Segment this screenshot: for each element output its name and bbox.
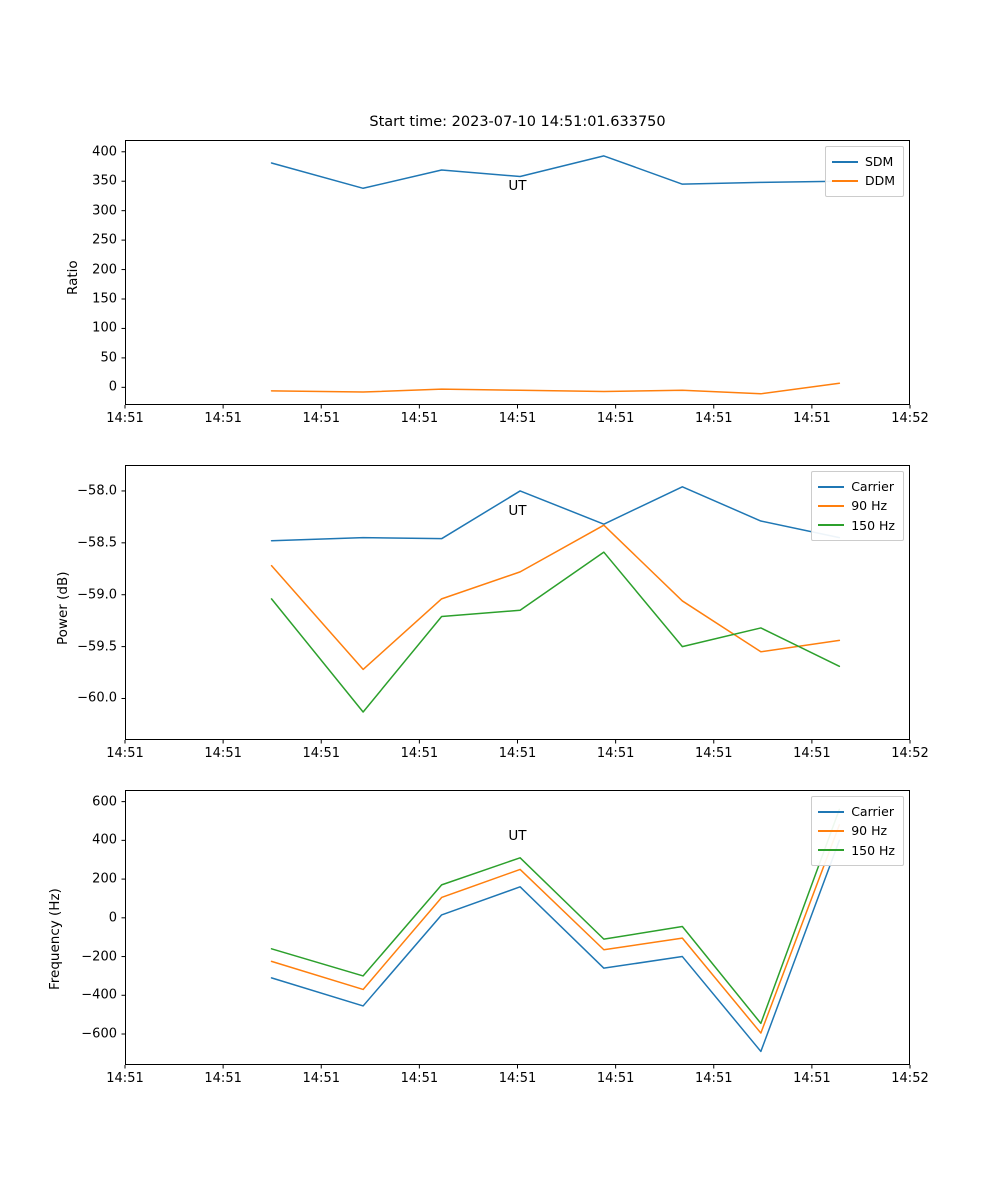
legend-color-swatch [818,811,844,813]
series-line [272,552,840,712]
y-tick-label: 0 [108,910,117,926]
x-tick-label: 14:51 [400,746,439,761]
x-tick-label: 14:51 [498,411,537,426]
x-axis-label-ratio: UT [508,178,527,194]
y-tick-label: 100 [92,320,117,336]
legend-entry [818,802,895,821]
x-axis-label-power: UT [508,503,527,519]
y-tick-label: 600 [92,794,117,810]
x-tick-label: 14:51 [498,746,537,761]
y-axis-label-power: Power (dB) [55,571,71,645]
x-tick-label: 14:51 [695,746,733,761]
x-tick-label: 14:51 [596,746,635,761]
y-tick-label: −60.0 [77,690,117,706]
y-tick-label: −59.5 [77,639,117,655]
legend-label: 150 Hz [851,517,895,533]
y-tick-label: 50 [100,350,117,366]
legend-label: SDM [864,154,894,169]
y-tick-label: 150 [92,291,117,307]
y-tick-label: 0 [108,379,117,395]
x-tick-label: 14:52 [891,746,929,761]
series-line [272,525,840,669]
y-tick-label: −58.0 [77,483,117,499]
legend-label: 90 Hz [851,823,888,839]
y-tick-label: 200 [92,262,117,278]
x-tick-label: 14:51 [204,411,242,426]
x-tick-label: 14:51 [793,1071,831,1086]
x-tick-label: 14:51 [302,411,340,426]
x-tick-label: 14:51 [400,1071,439,1086]
x-tick-label: 14:51 [106,1071,144,1086]
y-tick-label: 350 [92,173,117,189]
x-tick-label: 14:51 [695,1071,733,1086]
legend-label: Carrier [851,479,894,494]
y-tick-label: 300 [92,203,117,219]
legend-color-swatch [818,849,844,851]
x-tick-label: 14:51 [204,746,242,761]
y-axis-label-frequency: Frequency (Hz) [47,888,63,990]
y-tick-label: −400 [81,987,117,1003]
legend-entry [832,152,895,171]
x-tick-label: 14:51 [400,411,439,426]
x-tick-label: 14:51 [204,1071,242,1086]
y-tick-label: 200 [92,871,117,887]
legend-color-swatch [818,486,844,488]
x-tick-label: 14:51 [596,1071,635,1086]
y-tick-label: −600 [81,1026,117,1042]
legend-color-swatch [832,161,858,163]
legend-entry [818,477,895,496]
x-tick-label: 14:51 [302,746,340,761]
series-line [272,825,840,1033]
frequency-panel [47,790,929,1086]
x-tick-label: 14:51 [106,411,144,426]
series-line [272,383,840,394]
x-tick-label: 14:51 [793,411,831,426]
legend-label: 150 Hz [851,842,895,858]
x-tick-label: 14:51 [498,1071,537,1086]
x-tick-label: 14:51 [793,746,831,761]
y-tick-label: 250 [92,232,117,248]
y-tick-label: −200 [81,949,117,965]
ratio-panel [65,114,929,426]
y-axis-label-ratio: Ratio [65,260,81,295]
legend-label: Carrier [851,804,894,819]
legend-color-swatch [818,524,844,526]
legend-label: DDM [864,173,895,189]
x-tick-label: 14:51 [695,411,733,426]
chart-title: Start time: 2023-07-10 14:51:01.633750 [369,114,666,130]
series-line [272,840,840,1051]
x-tick-label: 14:51 [596,411,635,426]
power-panel [55,465,929,761]
x-tick-label: 14:51 [106,746,144,761]
y-tick-label: 400 [92,832,117,848]
y-tick-label: −58.5 [77,535,117,551]
x-axis-label-frequency: UT [508,828,527,844]
x-tick-label: 14:52 [891,411,929,426]
y-tick-label: 400 [92,144,117,160]
x-tick-label: 14:51 [302,1071,340,1086]
x-tick-label: 14:52 [891,1071,929,1086]
y-tick-label: −59.0 [77,587,117,603]
legend-label: 90 Hz [851,498,888,514]
